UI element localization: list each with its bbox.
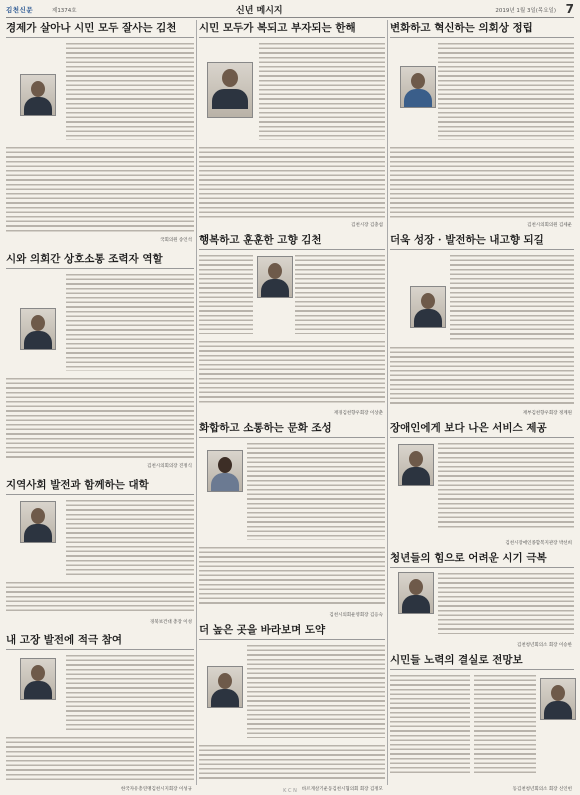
article: [199, 624, 385, 794]
page-footer: K C N: [283, 788, 297, 794]
author-signature: 김천시의회의장 진정식: [147, 464, 192, 469]
author-signature: 김천시장애인종합복지관장 박선희: [505, 541, 572, 546]
article: [6, 479, 194, 629]
article: [390, 422, 574, 550]
article-title: 시와 의회간 상호소통 조력자 역할: [6, 253, 194, 269]
article-text: [247, 440, 385, 540]
article-title: 행복하고 훈훈한 고향 김천: [199, 234, 385, 250]
article-text: [390, 344, 574, 404]
article-title: 경제가 살아나 시민 모두 잘사는 김천: [6, 22, 194, 38]
author-signature: 재경김천향우회장 이상춘: [333, 411, 383, 416]
column-right: [390, 20, 574, 792]
author-signature: 재부김천향우회장 정계원: [522, 411, 572, 416]
article-text: [438, 440, 574, 530]
author-signature: 한국자유총연맹김천시지회장 이성규: [121, 787, 192, 792]
article-text: [438, 40, 574, 140]
article-text: [66, 652, 194, 732]
article-text: [247, 642, 385, 738]
issue-number: 제1374호: [52, 8, 77, 14]
author-signature: 경북보건대 총장 이성: [150, 620, 192, 625]
author-photo: [20, 308, 56, 350]
article: [6, 634, 194, 794]
article-text: [199, 544, 385, 604]
section-title: 신년 메시지: [236, 6, 283, 16]
article-title: 더 높은 곳을 바라보며 도약: [199, 624, 385, 640]
author-signature: 동김천청년회의소 회장 신인헌: [512, 787, 572, 792]
column-divider: [196, 20, 197, 785]
article-title: 더욱 성장 · 발전하는 내고향 되길: [390, 234, 574, 250]
article-text: [66, 40, 194, 140]
article: [390, 552, 574, 652]
article-text: [390, 144, 574, 218]
article-text: [6, 375, 194, 459]
author-photo: [410, 286, 446, 328]
header-rule: [6, 17, 574, 18]
article-title: 변화하고 혁신하는 의회상 정립: [390, 22, 574, 38]
article-text: [199, 338, 385, 404]
author-signature: 김천시의회운영회장 김응숙: [329, 613, 383, 618]
article-title: 지역사회 발전과 함께하는 대학: [6, 479, 194, 495]
article: [390, 22, 574, 232]
article-text: [295, 252, 385, 334]
article: [199, 22, 385, 232]
article-text: [199, 742, 385, 780]
article-title: 시민 모두가 복되고 부자되는 한해: [199, 22, 385, 38]
article-title: 장애인에게 보다 나은 서비스 제공: [390, 422, 574, 438]
article: [6, 253, 194, 473]
article-title: 내 고장 발전에 적극 참여: [6, 634, 194, 650]
article-text: [438, 570, 574, 634]
article-text: [6, 734, 194, 780]
column-left: [6, 20, 194, 792]
article: [6, 22, 194, 247]
article-text: [450, 252, 574, 340]
article-text: [199, 144, 385, 220]
author-photo: [207, 666, 243, 708]
author-photo: [20, 74, 56, 116]
author-photo: [20, 658, 56, 700]
masthead: 김천신문: [6, 6, 34, 14]
author-photo: [20, 501, 56, 543]
article-text: [6, 579, 194, 613]
author-photo: [540, 678, 576, 720]
article: [390, 654, 574, 794]
article-text: [259, 40, 385, 140]
author-photo: [207, 62, 253, 118]
article-title: 청년들의 힘으로 어려운 시기 극복: [390, 552, 574, 568]
article-text: [6, 144, 194, 232]
article-text: [66, 271, 194, 371]
article-text: [66, 497, 194, 577]
author-photo: [398, 572, 434, 614]
article-text: [199, 252, 253, 334]
page-header: [6, 3, 574, 16]
author-photo: [257, 256, 293, 298]
page-number: 7: [565, 2, 574, 16]
article-title: 화합하고 소통하는 문화 조성: [199, 422, 385, 438]
article: [390, 234, 574, 420]
column-divider: [387, 20, 388, 785]
author-photo: [207, 450, 243, 492]
issue-date: 2019년 1월 3일(목요일): [495, 8, 556, 14]
article-title: 시민들 노력의 결실로 전망보: [390, 654, 574, 670]
author-photo: [400, 66, 436, 108]
author-photo: [398, 444, 434, 486]
article-text: [474, 672, 536, 776]
article: [199, 234, 385, 420]
article: [199, 422, 385, 622]
author-signature: 김천청년회의소 회장 이승한: [516, 643, 572, 648]
author-signature: 김천시의회의원 김세운: [527, 223, 572, 228]
author-signature: 김천시장 김충섭: [351, 223, 383, 228]
author-signature: 국회의원 송언석: [160, 238, 192, 243]
article-text: [390, 672, 470, 776]
author-signature: 바르게살기운동김천시협의회 회장 김정모: [301, 787, 383, 792]
